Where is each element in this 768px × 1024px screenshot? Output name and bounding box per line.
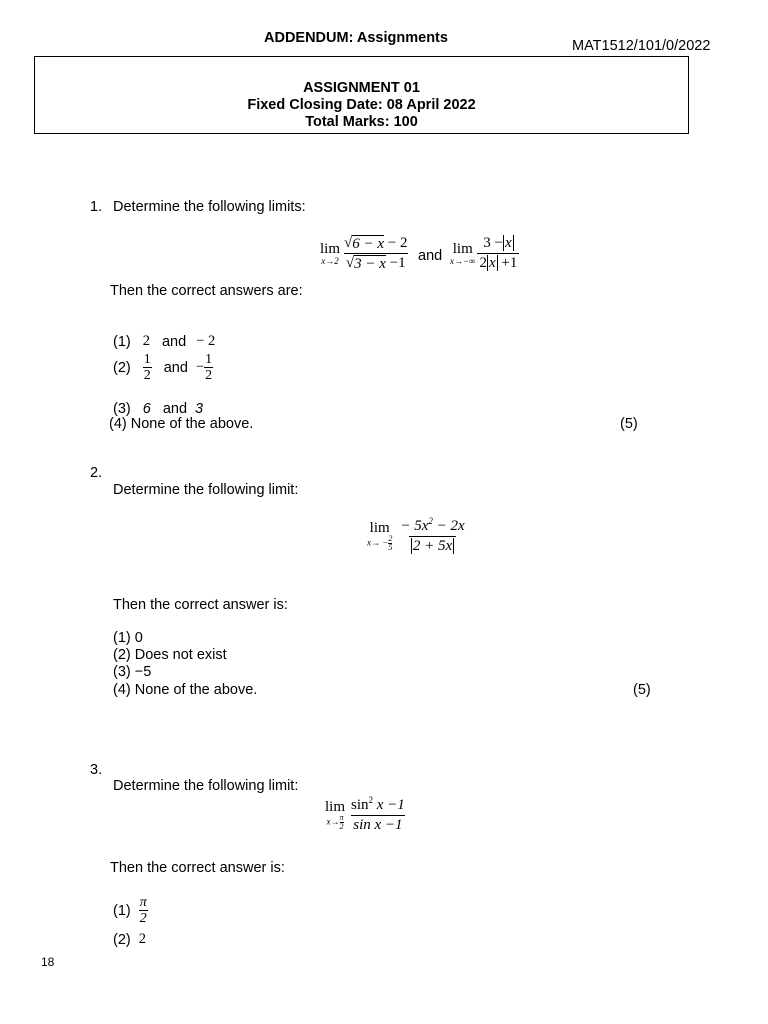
q1-limit-1 (320, 235, 410, 272)
q1-option-3: (3) 6 and 3 (113, 401, 204, 417)
q2-marks: (5) (633, 682, 651, 698)
assignment-header-box (34, 56, 689, 134)
q1-prompt: Determine the following limits: (113, 199, 306, 215)
q2-option-1: (1) 0 (113, 630, 143, 646)
course-code: MAT1512/101/0/2022 (572, 38, 711, 54)
q2-then-text: Then the correct answer is: (113, 597, 288, 613)
q2-option-2: (2) Does not exist (113, 647, 227, 663)
q3-lim: lim x→ $\frac{\pi}{2}$ (325, 799, 346, 831)
total-marks: Total Marks: 100 (305, 114, 418, 130)
q1-lim2: lim x→−∞ (450, 240, 476, 266)
addendum-title: ADDENDUM: Assignments (264, 30, 448, 46)
q3-prompt: Determine the following limit: (113, 778, 299, 794)
q1-fraction-1: √ 6 − x − 2 √ 3 − x −1 (344, 235, 408, 272)
q1-fraction-2: $\frac{3 - x}{2 x +1}$ (479, 235, 518, 271)
q1-option-4: (4) None of the above. (109, 416, 254, 432)
q2-option-4: (4) None of the above. (113, 682, 258, 698)
q3-option-1: (1) π 2 (113, 895, 147, 926)
q1-and-text: and (418, 248, 443, 264)
q1-marks: (5) (620, 416, 638, 432)
closing-date: Fixed Closing Date: 08 April 2022 (247, 97, 476, 113)
q3-option-2: (2) 2 (113, 931, 146, 948)
q2-number: 2. (90, 465, 103, 481)
q2-fraction: $\frac{- 5x^2 - 2x}{2 + 5x}$ (400, 516, 465, 554)
q1-option-1: (1) 2 and − 2 (113, 333, 216, 350)
q2-limit (367, 518, 467, 555)
q3-number: 3. (90, 762, 103, 778)
assignment-title: ASSIGNMENT 01 (303, 80, 420, 96)
q1-number: 1. (90, 199, 103, 215)
q3-limit (325, 797, 407, 834)
q1-then-text: Then the correct answers are: (110, 283, 303, 299)
q2-prompt: Determine the following limit: (113, 482, 299, 498)
q1-option-2: (2) 1 2 and − $\frac{1}{2}$ (113, 352, 213, 383)
q3-fraction: $\frac{\sin^2 x -1}{\text{sin x −1}}$ (351, 795, 405, 833)
q1-limit-2 (450, 235, 519, 272)
q2-option-3: (3) −5 (113, 664, 152, 680)
q2-lim: lim x→ − $\frac{2}{5}$ (367, 520, 393, 552)
page-number: 18 (41, 955, 55, 969)
q3-then-text: Then the correct answer is: (110, 860, 285, 876)
q1-lim1: lim x→2 (320, 240, 341, 266)
